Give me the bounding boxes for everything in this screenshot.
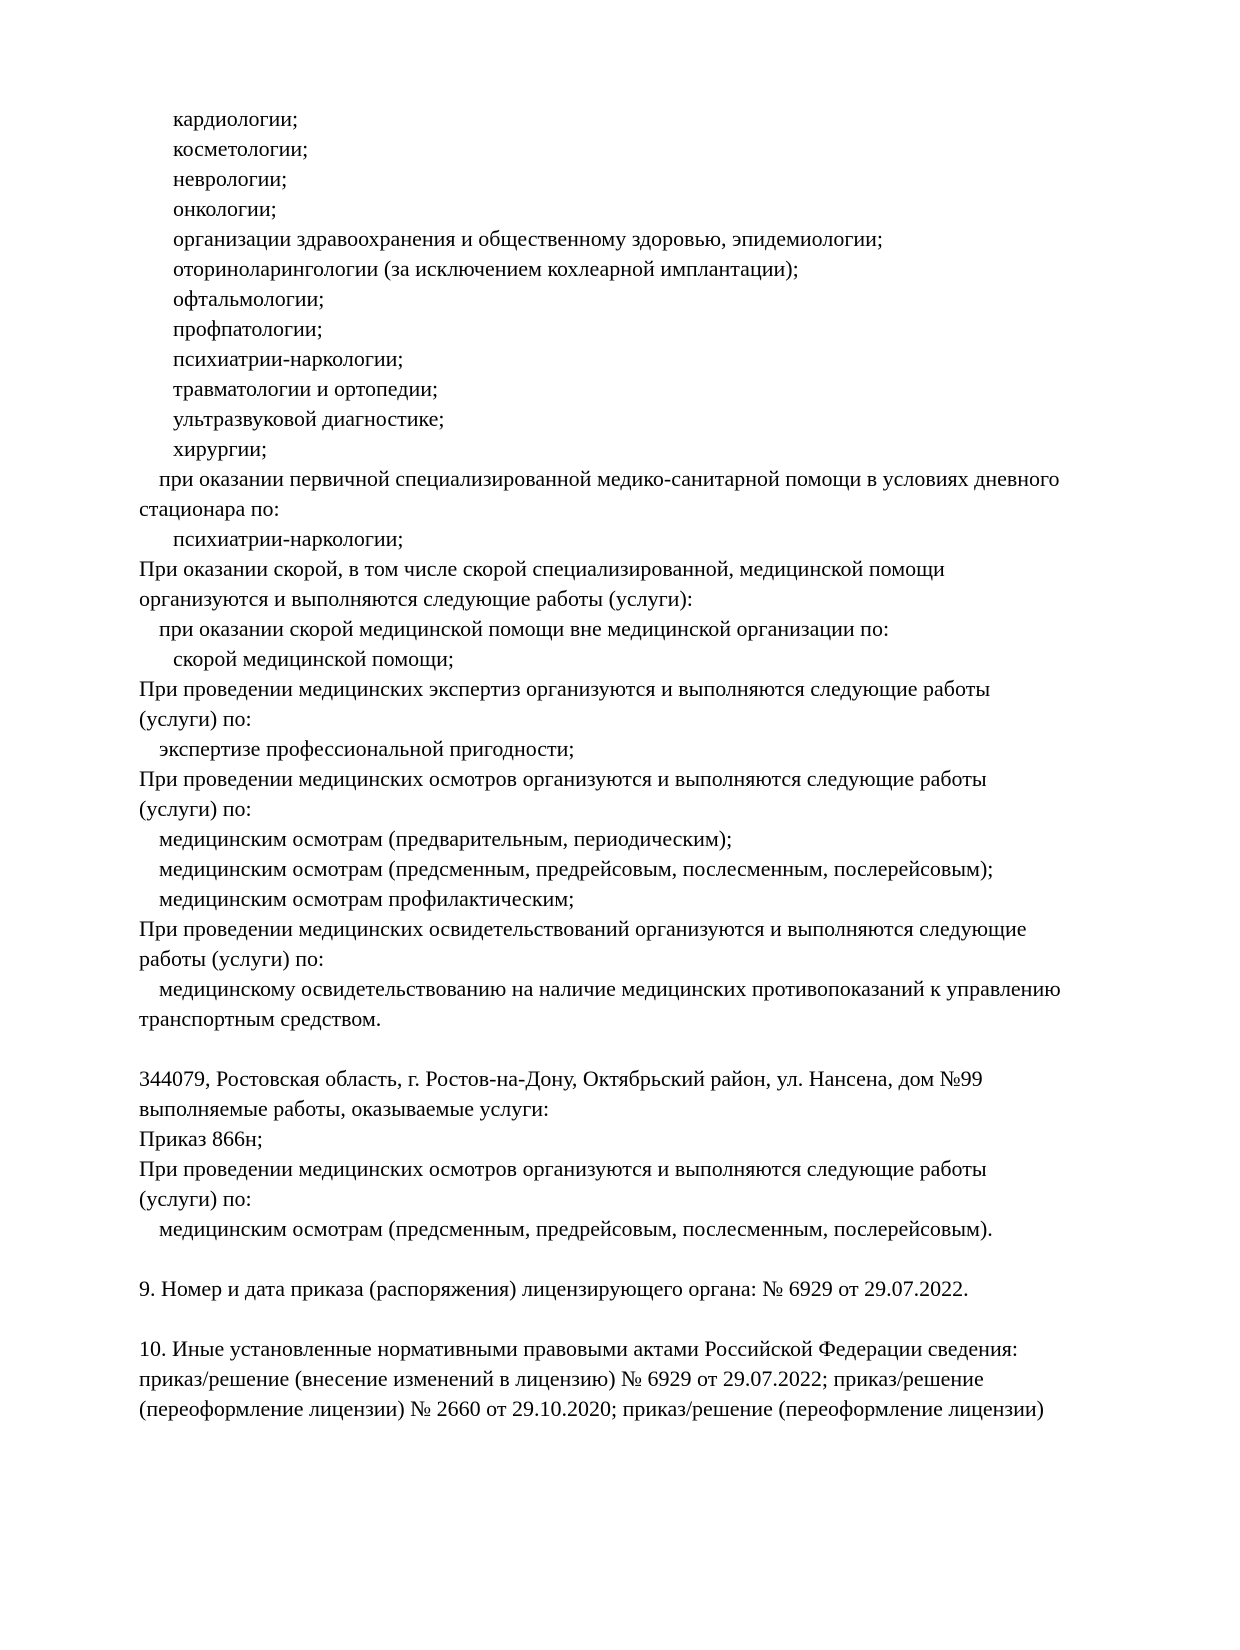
text-line: 344079, Ростовская область, г. Ростов-на-Дону, Октябрьский район, ул. Нансена, дом №99: [139, 1066, 983, 1091]
text-line: скорой медицинской помощи;: [173, 646, 455, 671]
text-line: при оказании скорой медицинской помощи вне медицинской организации по:: [159, 616, 890, 641]
text-line: (услуги) по:: [139, 796, 252, 821]
text-line: Приказ 866н;: [139, 1126, 263, 1151]
text-line: (услуги) по:: [139, 1186, 252, 1211]
text-line: офтальмологии;: [173, 286, 325, 311]
text-line: психиатрии-наркологии;: [173, 526, 404, 551]
text-line: ультразвуковой диагностике;: [173, 406, 445, 431]
text-line: выполняемые работы, оказываемые услуги:: [139, 1096, 550, 1121]
text-line: (переоформление лицензии) № 2660 от 29.10.2020; приказ/решение (переоформление лицензии): [139, 1396, 1044, 1421]
text-line: при оказании первичной специализированной медико-санитарной помощи в условиях дневного: [159, 466, 1060, 491]
text-line: работы (услуги) по:: [139, 946, 325, 971]
license-text-block: [139, 104, 1180, 1424]
text-line: организуются и выполняются следующие работы (услуги):: [139, 586, 693, 611]
text-line: профпатологии;: [173, 316, 323, 341]
text-line: медицинским осмотрам (предсменным, предрейсовым, послесменным, послерейсовым).: [159, 1216, 993, 1241]
text-line: экспертизе профессиональной пригодности;: [159, 736, 575, 761]
text-line: При проведении медицинских осмотров организуются и выполняются следующие работы: [139, 1156, 987, 1181]
text-line: оториноларингологии (за исключением кохлеарной имплантации);: [173, 256, 799, 281]
text-line: хирургии;: [173, 436, 268, 461]
text-line: кардиологии;: [173, 106, 299, 131]
text-line: онкологии;: [173, 196, 277, 221]
text-line: медицинским осмотрам (предсменным, предрейсовым, послесменным, послерейсовым);: [159, 856, 994, 881]
text-line: При проведении медицинских осмотров организуются и выполняются следующие работы: [139, 766, 987, 791]
text-line: При проведении медицинских экспертиз организуются и выполняются следующие работы: [139, 676, 991, 701]
blank-line: [139, 1244, 1180, 1274]
text-line: психиатрии-наркологии;: [173, 346, 404, 371]
text-line: травматологии и ортопедии;: [173, 376, 439, 401]
blank-line: [139, 1034, 1180, 1064]
blank-line: [139, 1304, 1180, 1334]
text-line: приказ/решение (внесение изменений в лицензию) № 6929 от 29.07.2022; приказ/решение: [139, 1366, 984, 1391]
text-line: медицинским осмотрам профилактическим;: [159, 886, 575, 911]
text-line: 10. Иные установленные нормативными правовыми актами Российской Федерации сведения:: [139, 1336, 1018, 1361]
text-line: 9. Номер и дата приказа (распоряжения) лицензирующего органа: № 6929 от 29.07.2022.: [139, 1276, 969, 1301]
text-line: косметологии;: [173, 136, 309, 161]
text-line: организации здравоохранения и общественному здоровью, эпидемиологии;: [173, 226, 884, 251]
text-line: (услуги) по:: [139, 706, 252, 731]
text-line: медицинскому освидетельствованию на наличие медицинских противопоказаний к управлению: [159, 976, 1061, 1001]
text-line: транспортным средством.: [139, 1006, 382, 1031]
text-line: При оказании скорой, в том числе скорой специализированной, медицинской помощи: [139, 556, 945, 581]
text-line: стационара по:: [139, 496, 280, 521]
text-line: неврологии;: [173, 166, 288, 191]
text-line: медицинским осмотрам (предварительным, периодическим);: [159, 826, 733, 851]
text-line: При проведении медицинских освидетельствований организуются и выполняются следующие: [139, 916, 1027, 941]
